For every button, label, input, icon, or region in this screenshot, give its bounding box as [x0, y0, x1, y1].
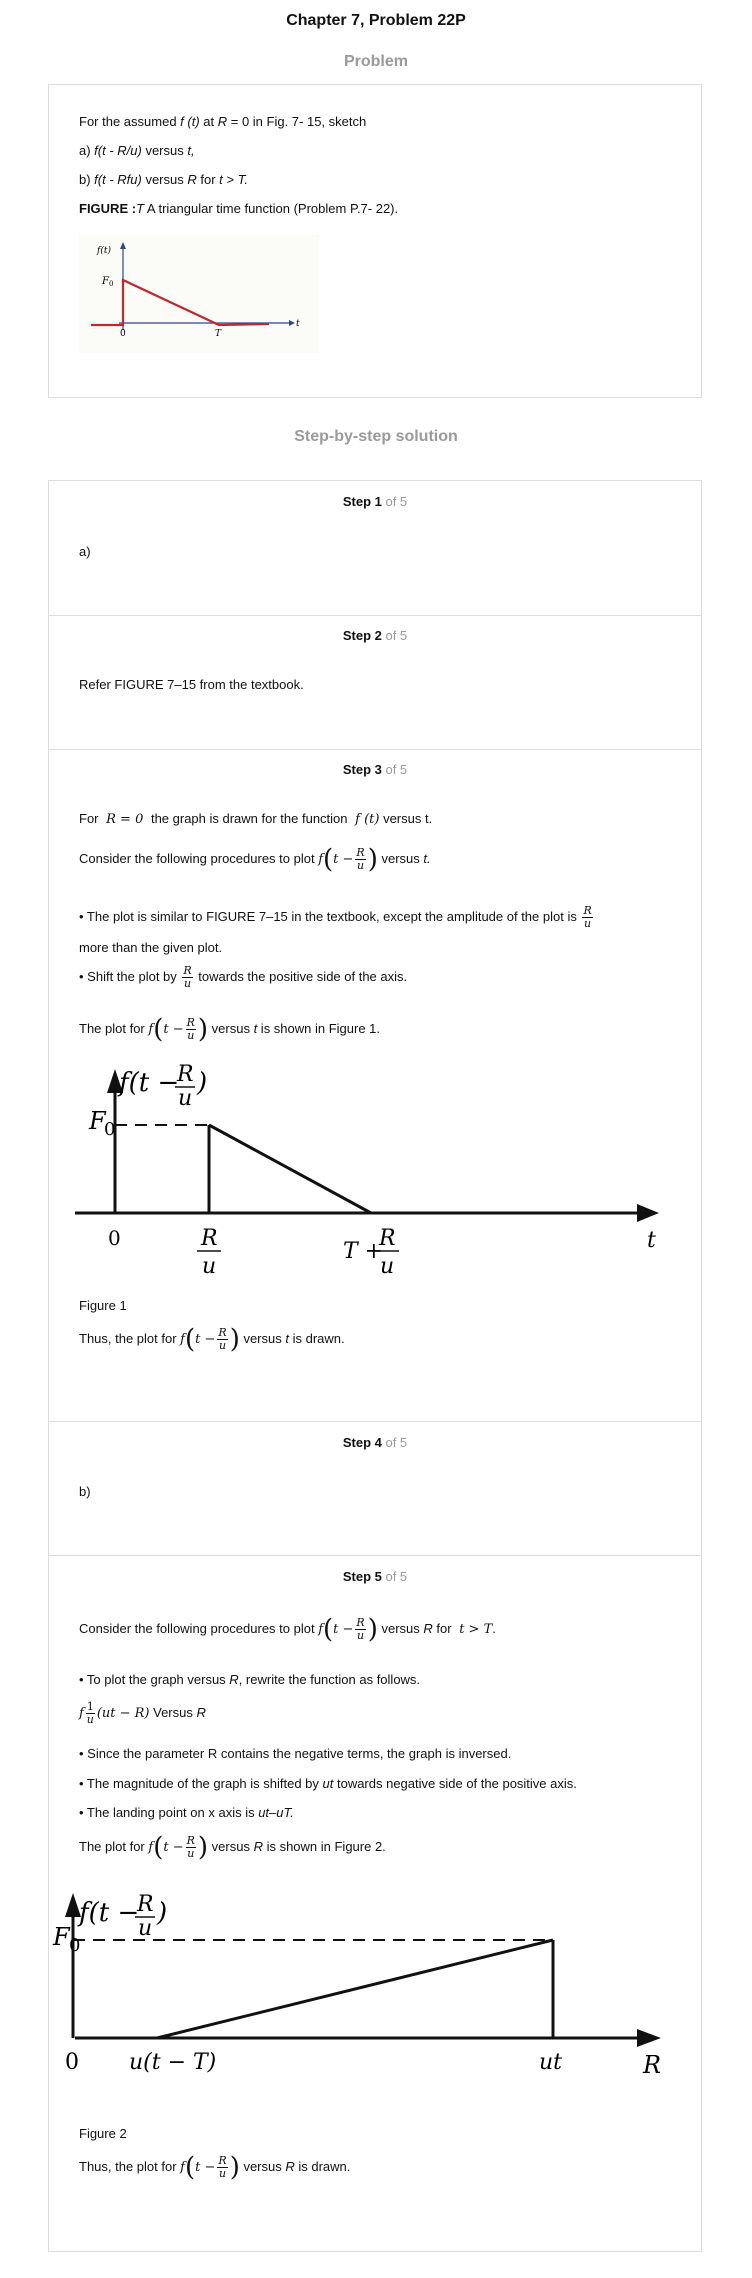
step-2-label: Step 2 of 5 — [342, 628, 408, 643]
fig-T: T — [215, 329, 222, 339]
fig2-ylabel-u: u — [138, 1916, 153, 1941]
problem-heading: Problem — [343, 53, 408, 70]
fig2-zero: 0 — [65, 2050, 79, 2075]
problem-line-1: For the assumed f (t) at R = 0 in Fig. 7- 15, sketch — [79, 114, 367, 129]
step-3-line-4: • Shift the plot by $\frac{R}{u}$ towards the positive side of the axis. — [79, 964, 408, 990]
divider — [49, 615, 701, 616]
fig2-ylabel-close: ) — [157, 1898, 168, 1928]
figure-1-graph — [69, 1061, 669, 1281]
fig2-R: R — [643, 2051, 662, 2079]
triangular-function-figure — [79, 235, 319, 353]
divider — [49, 1421, 701, 1422]
step-5-line-4: • Since the parameter R contains the negative terms, the graph is inversed. — [79, 1746, 512, 1761]
step-5-line-6: • The landing point on x axis is ut–uT. — [79, 1805, 294, 1820]
fig2-F0-sub: 0 — [69, 1935, 81, 1956]
divider — [49, 1555, 701, 1556]
step-5-line-8: Thus, the plot for f(t − $\frac{R}{u}$ ) versus R is drawn. — [79, 2152, 351, 2183]
fig1-T-plus: T + — [343, 1239, 384, 1264]
figure-2-caption: Figure 2 — [79, 2126, 127, 2141]
step-3-line-1: For R = 0 the graph is drawn for the function f (t) versus t. — [79, 811, 433, 827]
fig1-F0: F — [89, 1107, 106, 1135]
problem-line-2: a) f(t - R/u) versus t, — [79, 143, 195, 158]
step-3-line-5: The plot for f(t − $\frac{R}{u}$ ) versus t is shown in Figure 1. — [79, 1014, 381, 1045]
solution-box — [48, 480, 702, 2252]
step-4-text: b) — [79, 1484, 91, 1499]
step-3-line-6: Thus, the plot for f(t − $\frac{R}{u}$ ) versus t is drawn. — [79, 1324, 345, 1355]
step-1-text: a) — [79, 544, 91, 559]
step-5-line-3: f $\frac{1}{u}$ (ut − R) Versus R — [79, 1700, 206, 1726]
fig2-ut-minus-T: u(t − T) — [129, 2050, 217, 2075]
fig1-ylabel: f(t − — [119, 1068, 180, 1098]
step-3-line-3: • The plot is similar to FIGURE 7–15 in the textbook, except the amplitude of the plot is $\frac{R}{u}$ — [79, 904, 592, 930]
fig1-R2: R — [379, 1226, 396, 1251]
fig1-u: u — [202, 1254, 217, 1279]
fig2-ramp — [157, 1940, 553, 2038]
fig-ylabel: f(t) — [97, 246, 111, 256]
fig2-ylabel: f(t − — [79, 1898, 140, 1928]
step-3-line-2: Consider the following procedures to plot f(t − $\frac{R}{u}$ ) versus t. — [79, 844, 431, 875]
fig-f0-sub: 0 — [109, 280, 114, 288]
fig-zero: 0 — [120, 329, 126, 339]
step-3-line-3b: more than the given plot. — [79, 940, 223, 955]
fig2-ut: ut — [539, 2050, 563, 2075]
fig1-ylabel-R: R — [177, 1062, 194, 1087]
fig1-ylabel-close: ) — [197, 1068, 208, 1098]
fig2-F0: F — [53, 1923, 70, 1951]
problem-line-3: b) f(t - Rfu) versus R for t > T. — [79, 172, 248, 187]
fig1-t: t — [647, 1228, 656, 1253]
step-2-text: Refer FIGURE 7–15 from the textbook. — [79, 677, 304, 692]
fig1-R: R — [201, 1226, 218, 1251]
problem-figure-caption: FIGURE :T A triangular time function (Problem P.7- 22). — [79, 201, 399, 216]
figure-1-caption: Figure 1 — [79, 1298, 127, 1313]
step-5-line-7: The plot for f(t − $\frac{R}{u}$ ) versus R is shown in Figure 2. — [79, 1832, 386, 1863]
divider — [49, 749, 701, 750]
solution-heading: Step-by-step solution — [294, 428, 458, 445]
fig1-ramp — [209, 1125, 371, 1213]
step-3-label: Step 3 of 5 — [342, 762, 408, 777]
fig1-zero: 0 — [108, 1226, 121, 1250]
fig-t: t — [296, 319, 300, 329]
step-5-line-1: Consider the following procedures to plot f(t − $\frac{R}{u}$ ) versus R for t > T. — [79, 1614, 496, 1645]
step-5-line-5: • The magnitude of the graph is shifted by ut towards negative side of the positive axis. — [79, 1776, 577, 1791]
step-4-label: Step 4 of 5 — [342, 1435, 408, 1450]
step-1-label: Step 1 of 5 — [342, 494, 408, 509]
step-5-label: Step 5 of 5 — [342, 1569, 408, 1584]
page-title: Chapter 7, Problem 22P — [286, 12, 466, 29]
fig-f0: F — [102, 276, 109, 287]
fig1-u2: u — [380, 1254, 395, 1279]
fig1-ylabel-u: u — [178, 1086, 193, 1111]
fig1-F0-sub: 0 — [104, 1119, 116, 1140]
step-5-line-2: • To plot the graph versus R, rewrite the function as follows. — [79, 1672, 421, 1687]
problem-box — [48, 84, 702, 398]
figure-2-graph — [53, 1881, 669, 2103]
fig2-ylabel-R: R — [137, 1892, 154, 1917]
